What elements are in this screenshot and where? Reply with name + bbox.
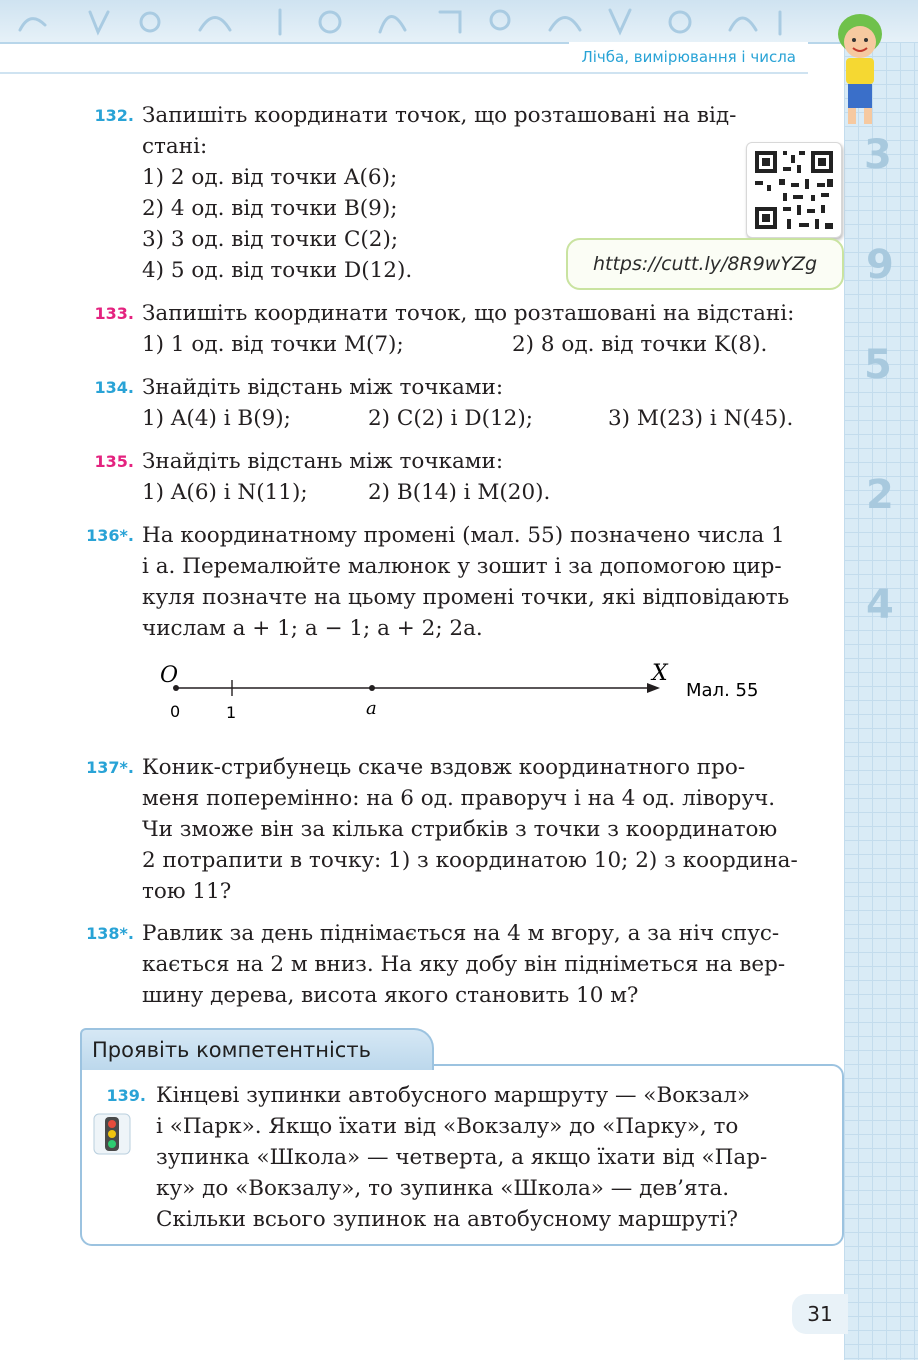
- qr-code-icon: [747, 143, 841, 237]
- task-text: і «Парк». Якщо їхати від «Вокзалу» до «Парку», то: [156, 1114, 739, 1139]
- short-link[interactable]: https://cutt.ly/8R9wYZg: [566, 238, 844, 290]
- task-number: 132.: [94, 106, 134, 125]
- task-text: числам a + 1; a − 1; a + 2; 2a.: [142, 616, 483, 641]
- task-137: [80, 752, 850, 908]
- task-number: 136*.: [86, 526, 134, 545]
- deco-digit: 9: [866, 242, 894, 288]
- task-135: [80, 446, 850, 508]
- task-text: тою 11?: [142, 879, 232, 904]
- task-text: кається на 2 м вниз. На яку добу він підніметься на вер-: [142, 952, 786, 977]
- task-number: 135.: [94, 452, 134, 471]
- task-item: 3) M(23) і N(45).: [608, 406, 794, 431]
- tick-label-a: a: [366, 698, 377, 719]
- task-item: 3) 3 од. від точки C(2);: [142, 227, 399, 252]
- task-text: Скільки всього зупинок на автобусному маршруті?: [156, 1207, 739, 1232]
- coordinate-ray-figure: [150, 660, 790, 730]
- task-134: [80, 372, 850, 434]
- task-number: 139.: [106, 1086, 146, 1105]
- task-item: 2) 8 од. від точки K(8).: [512, 332, 768, 357]
- task-item: 2) 4 од. від точки B(9);: [142, 196, 398, 221]
- label-x: X: [652, 661, 668, 686]
- task-item: 4) 5 од. від точки D(12).: [142, 258, 413, 283]
- task-text: шину дерева, висота якого становить 10 м?: [142, 983, 639, 1008]
- task-text: меня поперемінно: на 6 од. праворуч і на 4 од. ліворуч.: [142, 786, 776, 811]
- task-number: 134.: [94, 378, 134, 397]
- task-133: [80, 298, 850, 360]
- task-136: [80, 520, 850, 646]
- deco-digit: 5: [864, 342, 892, 388]
- task-text: Запишіть координати точок, що розташовані на відстані:: [142, 301, 795, 326]
- competence-title: Проявіть компетентність: [80, 1028, 434, 1070]
- task-item: 2) B(14) і M(20).: [368, 480, 551, 505]
- deco-digit: 4: [866, 582, 894, 628]
- task-text: Запишіть координати точок, що розташовані на від-: [142, 103, 737, 128]
- task-number: 133.: [94, 304, 134, 323]
- task-text: Равлик за день піднімається на 4 м вгору, а за ніч спус-: [142, 921, 780, 946]
- task-text: На координатному промені (мал. 55) позначено числа 1: [142, 523, 785, 548]
- task-text: Кінцеві зупинки автобусного маршруту — «Вокзал»: [156, 1083, 751, 1108]
- task-text: Чи зможе він за кілька стрибків з точки з координатою: [142, 817, 778, 842]
- task-text: і a. Перемалюйте малюнок у зошит і за допомогою цир-: [142, 554, 782, 579]
- task-item: 2) C(2) і D(12);: [368, 406, 533, 431]
- deco-digit: 3: [864, 132, 892, 178]
- label-o: O: [160, 663, 179, 688]
- tick-label-0: 0: [170, 702, 181, 721]
- task-number: 137*.: [86, 758, 134, 777]
- task-text: стані:: [142, 134, 208, 159]
- task-item: 1) A(6) і N(11);: [142, 480, 308, 505]
- task-text: Коник-стрибунець скаче вздовж координатного про-: [142, 755, 746, 780]
- task-item: 1) 2 од. від точки A(6);: [142, 165, 398, 190]
- doodle-pattern: [0, 0, 918, 42]
- task-item: 1) A(4) і B(9);: [142, 406, 291, 431]
- figure-caption: Мал. 55: [686, 680, 759, 701]
- task-text: Знайдіть відстань між точками:: [142, 449, 504, 474]
- qr-code[interactable]: [746, 142, 842, 238]
- right-decorative-strip: [844, 42, 918, 1360]
- task-text: 2 потрапити в точку: 1) з координатою 10; 2) з координа-: [142, 848, 798, 873]
- tick-label-1: 1: [226, 703, 237, 722]
- deco-digit: 2: [866, 472, 894, 518]
- task-text: ку» до «Вокзалу», то зупинка «Школа» — дев’ята.: [156, 1176, 730, 1201]
- task-text: Знайдіть відстань між точками:: [142, 375, 504, 400]
- section-title: Лічба, вимірювання і числа: [569, 42, 808, 72]
- header-rule: [0, 72, 808, 74]
- task-number: 138*.: [86, 924, 134, 943]
- top-decorative-strip: [0, 0, 918, 44]
- task-item: 1) 1 од. від точки M(7);: [142, 332, 404, 357]
- task-138: [80, 918, 850, 1012]
- task-139: [84, 1080, 836, 1236]
- point-a: [369, 685, 375, 691]
- task-text: куля позначте на цьому промені точки, які відповідають: [142, 585, 790, 610]
- page-number: 31: [792, 1294, 848, 1334]
- task-text: зупинка «Школа» — четверта, а якщо їхати від «Пар-: [156, 1145, 768, 1170]
